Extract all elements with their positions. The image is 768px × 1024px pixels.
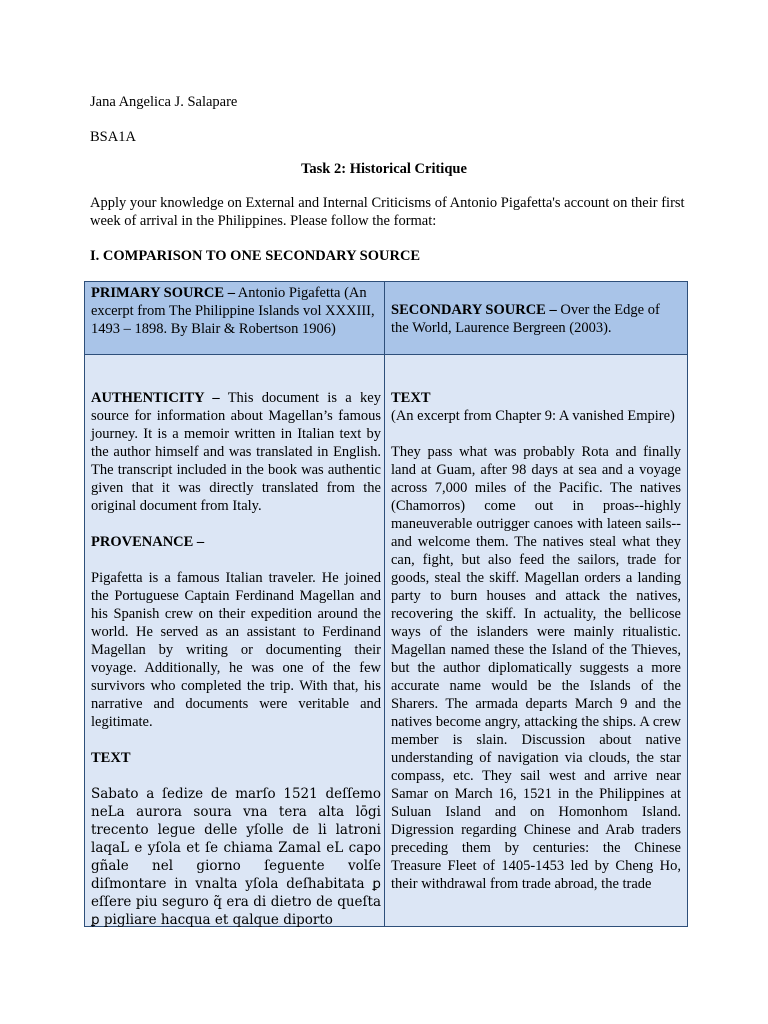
secondary-source-label: SECONDARY SOURCE –	[391, 302, 557, 318]
authenticity-label: AUTHENTICITY –	[91, 390, 220, 406]
primary-text-label: TEXT	[91, 750, 131, 766]
provenance-label: PROVENANCE –	[91, 534, 205, 550]
authenticity-text: This document is a key source for information about Magellan’s famous journey. It is a memoir written in Italian text by the author himself and was translated in English. The transcript included in the book was authentic given that it was directly translated from the original document from Italy.	[91, 390, 381, 514]
secondary-text-label: TEXT	[391, 390, 431, 406]
page-title: Task 2: Historical Critique	[301, 161, 467, 177]
provenance-heading	[91, 533, 381, 551]
authenticity-paragraph	[91, 389, 381, 515]
primary-source-label: PRIMARY SOURCE –	[91, 285, 235, 301]
student-section: BSA1A	[90, 129, 136, 145]
secondary-source-body	[391, 389, 681, 893]
secondary-text-body: They pass what was probably Rota and finally land at Guam, after 98 days at sea and a voyage across 7,000 miles of the Pacific. The natives (Chamorros) come out in proas--highly maneuverable outrigger canoes with lateen sails--and welcome them. The natives steal what they can, fight, but also feed the sailors, trade for goods, steal the skiff. Magellan orders a landing party to burn houses and attack the natives, recovering the skiff. In actuality, the bellicose ways of the islanders were mainly ritualistic. Magellan named these the Island of the Thieves, but the author diplomatically suggests a more accurate name would be the Islands of the Sharers. The armada departs March 9 and the natives become angry, attacking the ships. A crew member is slain. Discussion about native understanding of navigation via clouds, the star compass, etc. They sail west and arrive near Samar on March 16, 1521 in the Philippines at Suluan Island and on Homonhom Island. Digression regarding Chinese and Arab traders preceding them by centuries: the Chinese Treasure Fleet of 1405-1453 led by Cheng Ho, their withdrawal from trade abroad, the trade	[391, 444, 681, 892]
primary-source-text: Antonio Pigafetta (An excerpt from The Philippine Islands vol XXXIII, 1493 – 1898. By Blair & Robertson 1906)	[91, 285, 375, 337]
original-italian-text: Sabato a ſedize de marſo 1521 deſſemo neLa aurora soura vna tera alta lōgi trecento legue delle yſolle de li latroni laqaL e yſola et ſe chiama Zamal eL capo gñale nel giorno ſeguente volſe diſmontare in vnalta yſola deſhabitata ꝑ eſſere piu seguro q̃ era di dietro de queſta ꝑ pigliare hacqua et qalque diporto	[91, 786, 381, 928]
secondary-text-heading	[391, 389, 681, 407]
primary-text-heading	[91, 749, 381, 767]
student-name: Jana Angelica J. Salapare	[90, 94, 238, 110]
instructions-paragraph: Apply your knowledge on External and Internal Criticisms of Antonio Pigafetta's account on their first week of arrival in the Philippines. Please follow the format:	[90, 195, 685, 229]
primary-source-body	[91, 389, 381, 929]
column-divider	[384, 282, 385, 926]
secondary-source-text: Over the Edge of the World, Laurence Bergreen (2003).	[391, 302, 660, 336]
section-heading: I. COMPARISON TO ONE SECONDARY SOURCE	[90, 248, 421, 264]
secondary-source-header	[391, 301, 681, 337]
provenance-text: Pigafetta is a famous Italian traveler. He joined the Portuguese Captain Ferdinand Magellan and his Spanish crew on their expedition around the world. He served as an assistant to Ferdinand Magellan by writing or documenting their voyage. Additionally, he was one of the few survivors who completed the trip. With that, his narrative and documents were veritable and legitimate.	[91, 570, 381, 730]
primary-source-header	[91, 284, 381, 338]
excerpt-note: (An excerpt from Chapter 9: A vanished Empire)	[391, 408, 675, 424]
comparison-table	[84, 281, 688, 927]
